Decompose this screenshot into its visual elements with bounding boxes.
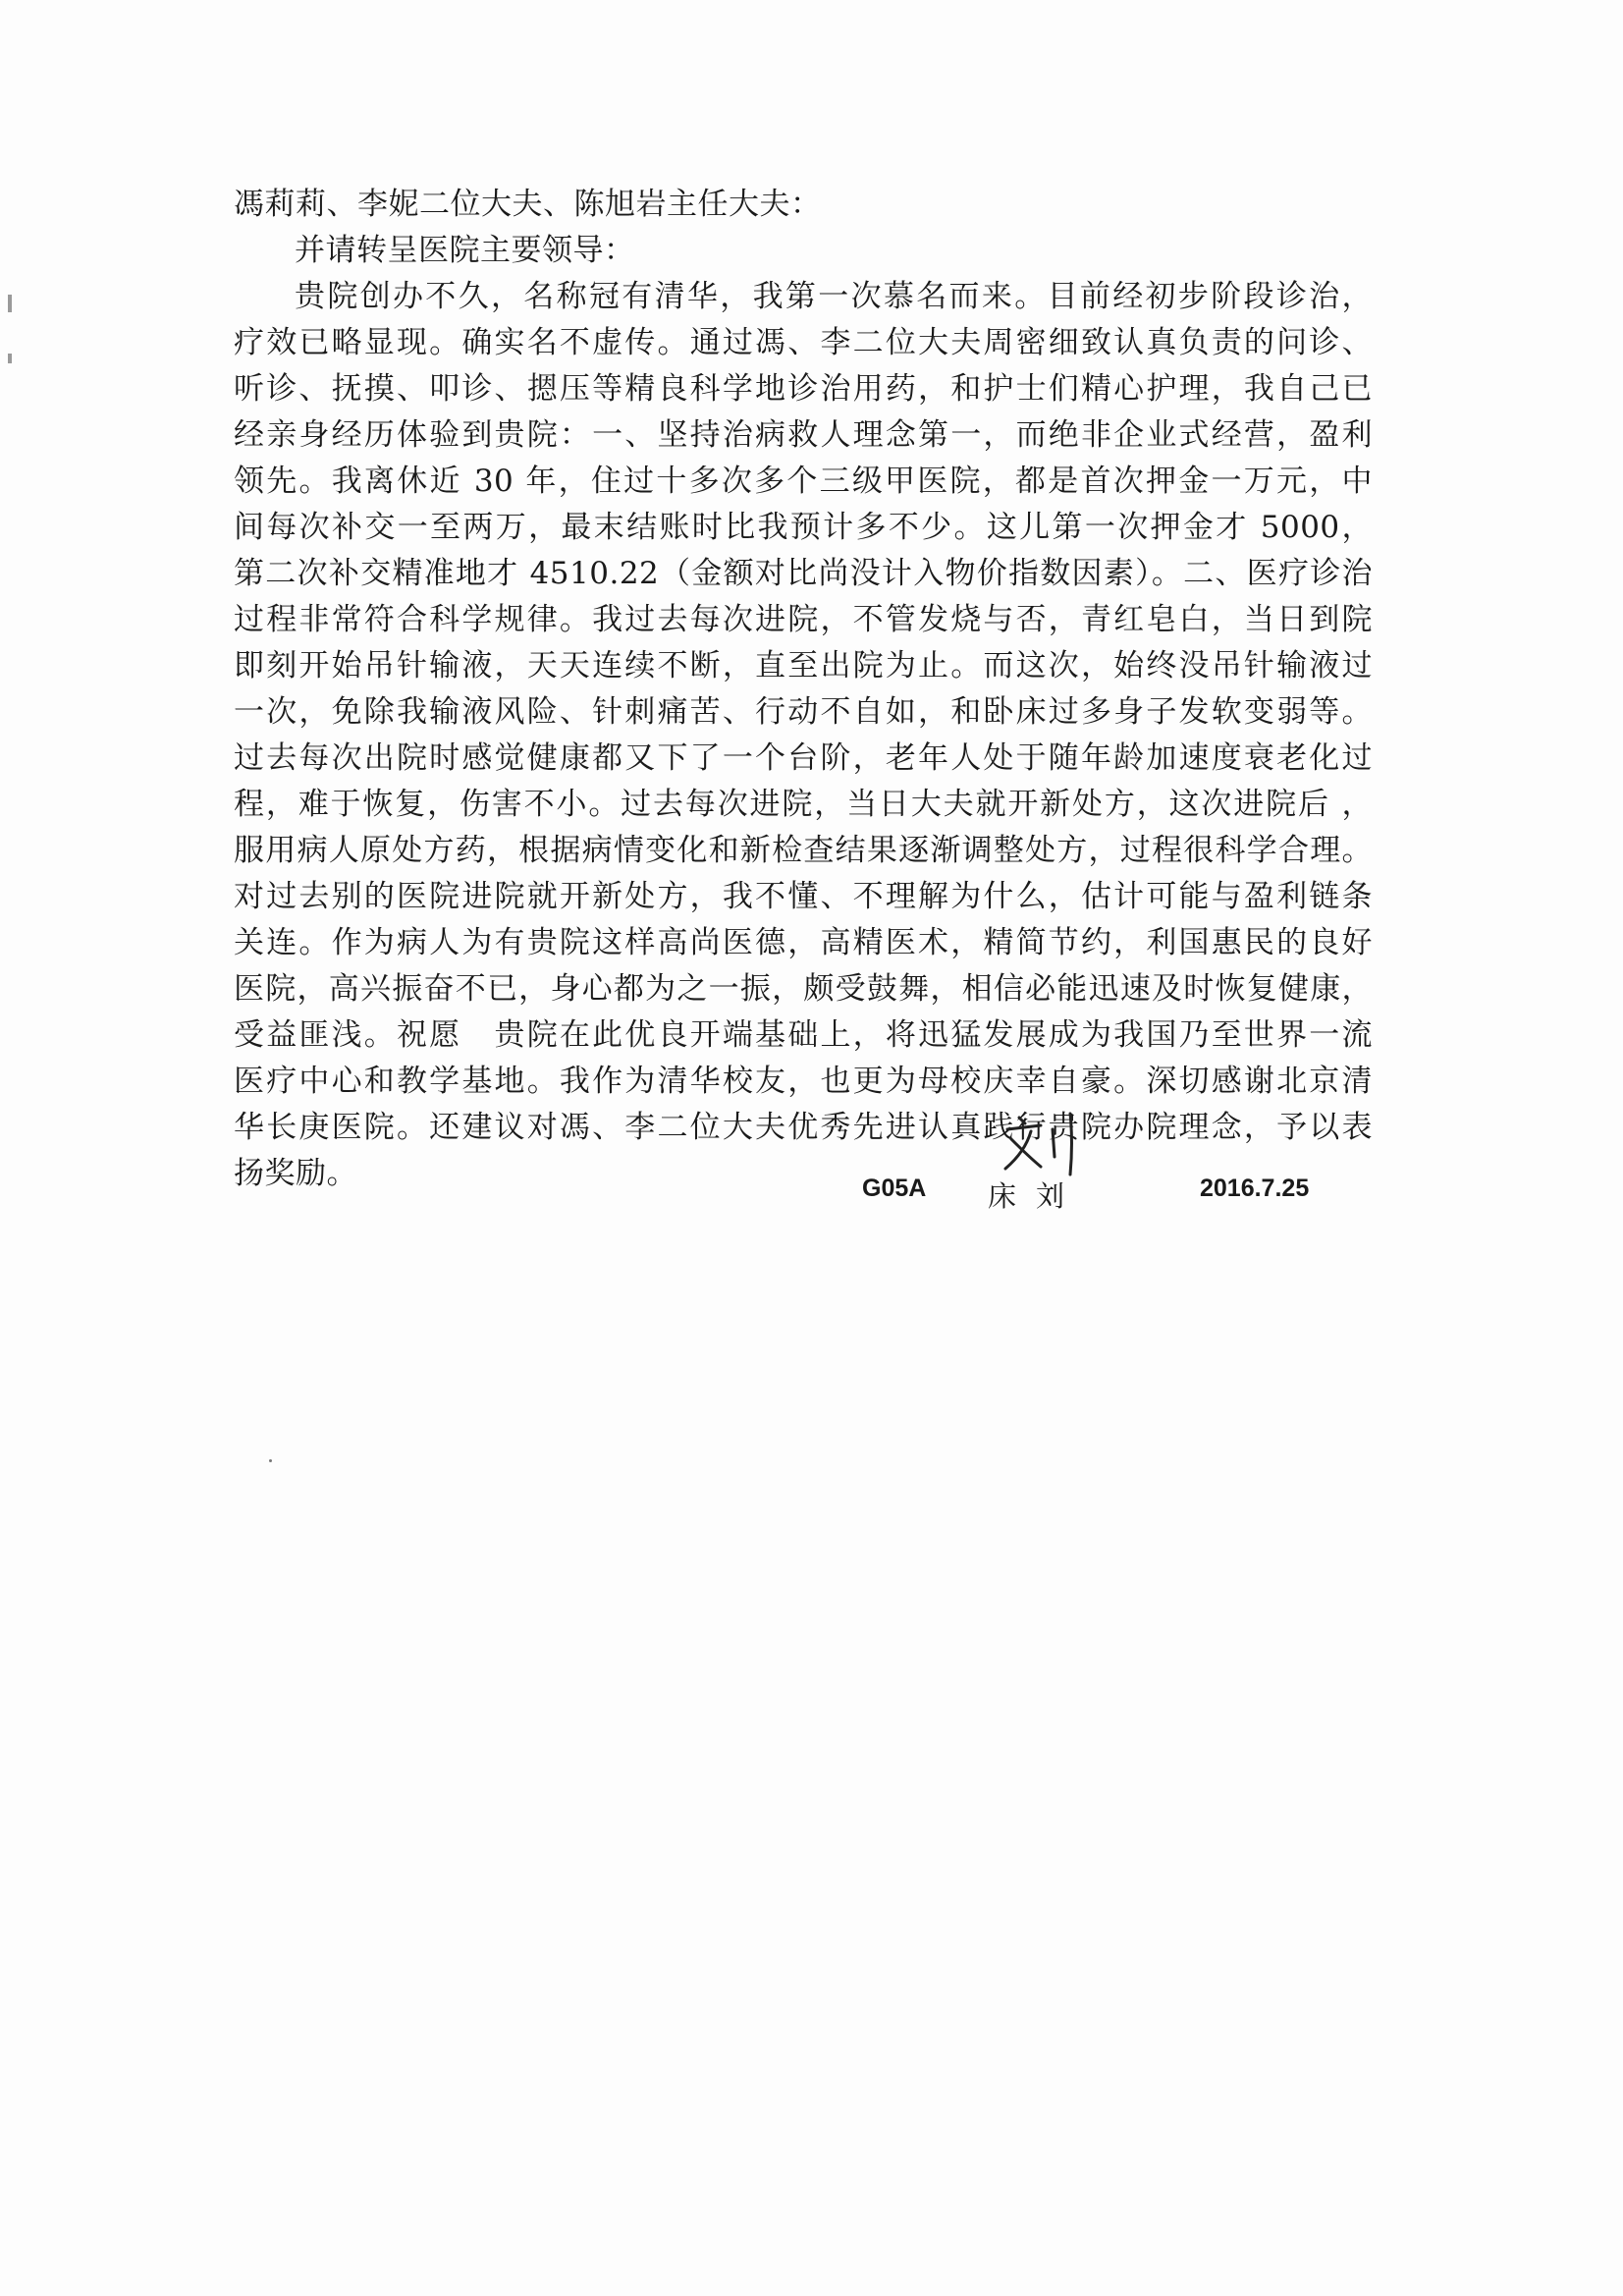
letter-line: 受益匪浅。祝愿 贵院在此优良开端基础上，将迅猛发展成为我国乃至世界一流	[234, 1017, 1373, 1053]
letter-line: 过程非常符合科学规律。我过去每次进院，不管发烧与否，青红皂白，当日到院	[234, 602, 1373, 637]
letter-line: 关连。作为病人为有贵院这样高尚医德，高精医术，精简节约，利国惠民的良好	[234, 925, 1373, 960]
letter-line: 一次，免除我输液风险、针刺痛苦、行动不自如，和卧床过多身子发软变弱等。	[234, 694, 1373, 730]
salutation: 馮莉莉、李妮二位大夫、陈旭岩主任大夫：	[234, 187, 822, 222]
letter-line: 第二次补交精准地才 4510.22（金额对比尚没计入物价指数因素）。二、医疗诊治	[234, 556, 1373, 591]
letter-line: 华长庚医院。还建议对馮、李二位大夫优秀先进认真践行贵院办院理念，予以表	[234, 1110, 1373, 1145]
room-number: G05A	[862, 1175, 927, 1202]
letter-line: 过去每次出院时感觉健康都又下了一个台阶，老年人处于随年龄加速度衰老化过	[234, 740, 1373, 776]
letter-line: 听诊、抚摸、叩诊、摁压等精良科学地诊治用药，和护士们精心护理，我自己已	[234, 371, 1373, 407]
letter-line: 扬奖励。	[234, 1156, 357, 1191]
letter-line: 间每次补交一至两万，最末结账时比我预计多不少。这儿第一次押金才 5000，	[234, 510, 1373, 545]
scan-speck	[269, 1459, 272, 1462]
letter-line: 即刻开始吊针输液，天天连续不断，直至出院为止。而这次，始终没吊针输液过	[234, 648, 1373, 683]
patient-name: 床刘	[988, 1179, 1085, 1213]
handwritten-signature	[1001, 1110, 1090, 1178]
letter-line: 疗效已略显现。确实名不虚传。通过馮、李二位大夫周密细致认真负责的问诊、	[234, 325, 1373, 360]
scan-edge-mark	[8, 354, 12, 363]
letter-body	[234, 182, 1373, 1197]
letter-line: 经亲身经历体验到贵院：一、坚持治病救人理念第一，而绝非企业式经营，盈利	[234, 417, 1373, 453]
letter-line: 服用病人原处方药，根据病情变化和新检查结果逐渐调整处方，过程很科学合理。	[234, 833, 1373, 868]
letter-line: 医疗中心和教学基地。我作为清华校友，也更为母校庆幸自豪。深切感谢北京清	[234, 1064, 1373, 1099]
letter-line: 医院，高兴振奋不已，身心都为之一振，颇受鼓舞，相信必能迅速及时恢复健康，	[234, 971, 1373, 1007]
letter-date: 2016.7.25	[1200, 1175, 1310, 1202]
letter-line: 贵院创办不久，名称冠有清华，我第一次慕名而来。目前经初步阶段诊治，	[295, 279, 1373, 314]
letter-line: 对过去别的医院进院就开新处方，我不懂、不理解为什么，估计可能与盈利链条	[234, 879, 1373, 914]
letter-paragraph	[234, 274, 1373, 1197]
signature-line	[0, 1175, 1623, 1214]
letter-line: 程，难于恢复，伤害不小。过去每次进院，当日大夫就开新处方，这次进院后 ，	[234, 787, 1373, 822]
addressee-line: 并请转呈医院主要领导：	[295, 233, 635, 268]
letter-line: 领先。我离休近 30 年，住过十多次多个三级甲医院，都是首次押金一万元，中	[234, 464, 1373, 499]
scan-edge-mark	[8, 295, 12, 312]
